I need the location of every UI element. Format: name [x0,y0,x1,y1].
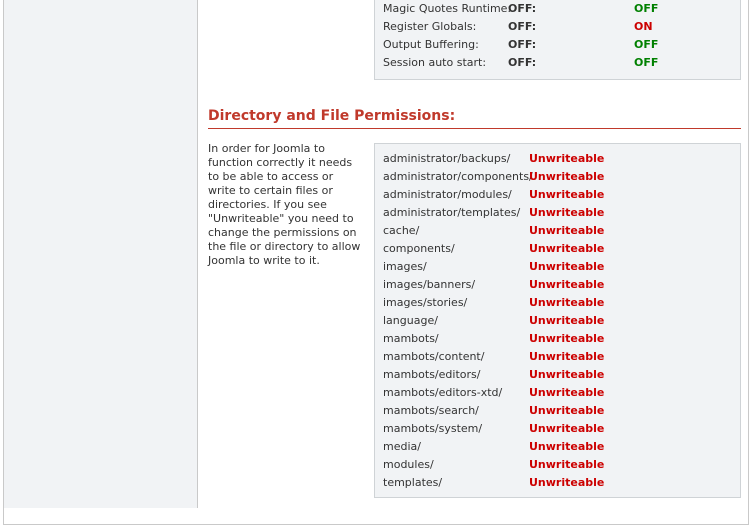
setting-recommended: OFF: [508,56,537,69]
permissions-note: In order for Joomla to function correctly it needs to be able to access or write to certain files or directories. If you see "Unwriteable" you need to change the permissions on the file or directory to allow Joomla to write to it. [208,142,361,267]
permission-path: mambots/content/ [383,350,485,363]
permission-status: Unwriteable [529,350,605,363]
setting-label: Register Globals: [383,20,477,33]
permission-status: Unwriteable [529,296,605,309]
php-settings-box [374,0,741,80]
permission-path: images/ [383,260,427,273]
permission-status: Unwriteable [529,314,605,327]
permission-status: Unwriteable [529,386,605,399]
setting-actual: ON [634,20,653,33]
permission-status: Unwriteable [529,242,605,255]
permission-path: administrator/modules/ [383,188,512,201]
permission-path: mambots/ [383,332,439,345]
setting-actual: OFF [634,38,659,51]
permission-path: administrator/templates/ [383,206,521,219]
permission-status: Unwriteable [529,206,605,219]
setting-actual: OFF [634,56,659,69]
setting-label: Output Buffering: [383,38,479,51]
permissions-list-box [374,143,741,498]
permission-status: Unwriteable [529,332,605,345]
setting-recommended: OFF: [508,2,537,15]
permission-path: images/banners/ [383,278,476,291]
permission-path: language/ [383,314,438,327]
permission-status: Unwriteable [529,152,605,165]
permission-status: Unwriteable [529,476,605,489]
left-sidebar-panel [4,0,198,508]
permission-path: templates/ [383,476,443,489]
permissions-heading: Directory and File Permissions: [208,108,741,129]
permission-path: media/ [383,440,421,453]
permission-path: mambots/editors/ [383,368,481,381]
permission-status: Unwriteable [529,440,605,453]
permission-status: Unwriteable [529,404,605,417]
permission-status: Unwriteable [529,224,605,237]
permission-path: cache/ [383,224,420,237]
permission-status: Unwriteable [529,278,605,291]
permission-path: administrator/backups/ [383,152,511,165]
installer-frame [3,0,749,525]
permission-status: Unwriteable [529,170,605,183]
permission-path: modules/ [383,458,434,471]
setting-recommended: OFF: [508,38,537,51]
permission-status: Unwriteable [529,458,605,471]
main-content [198,0,748,524]
permission-status: Unwriteable [529,188,605,201]
permission-status: Unwriteable [529,368,605,381]
permission-path: mambots/editors-xtd/ [383,386,503,399]
permission-status: Unwriteable [529,422,605,435]
setting-actual: OFF [634,2,659,15]
setting-recommended: OFF: [508,20,537,33]
permission-path: mambots/system/ [383,422,483,435]
permission-path: components/ [383,242,455,255]
permission-status: Unwriteable [529,260,605,273]
permission-path: images/stories/ [383,296,468,309]
setting-label: Session auto start: [383,56,487,69]
permission-path: administrator/components/ [383,170,533,183]
setting-label: Magic Quotes Runtime: [383,2,512,15]
permission-path: mambots/search/ [383,404,479,417]
